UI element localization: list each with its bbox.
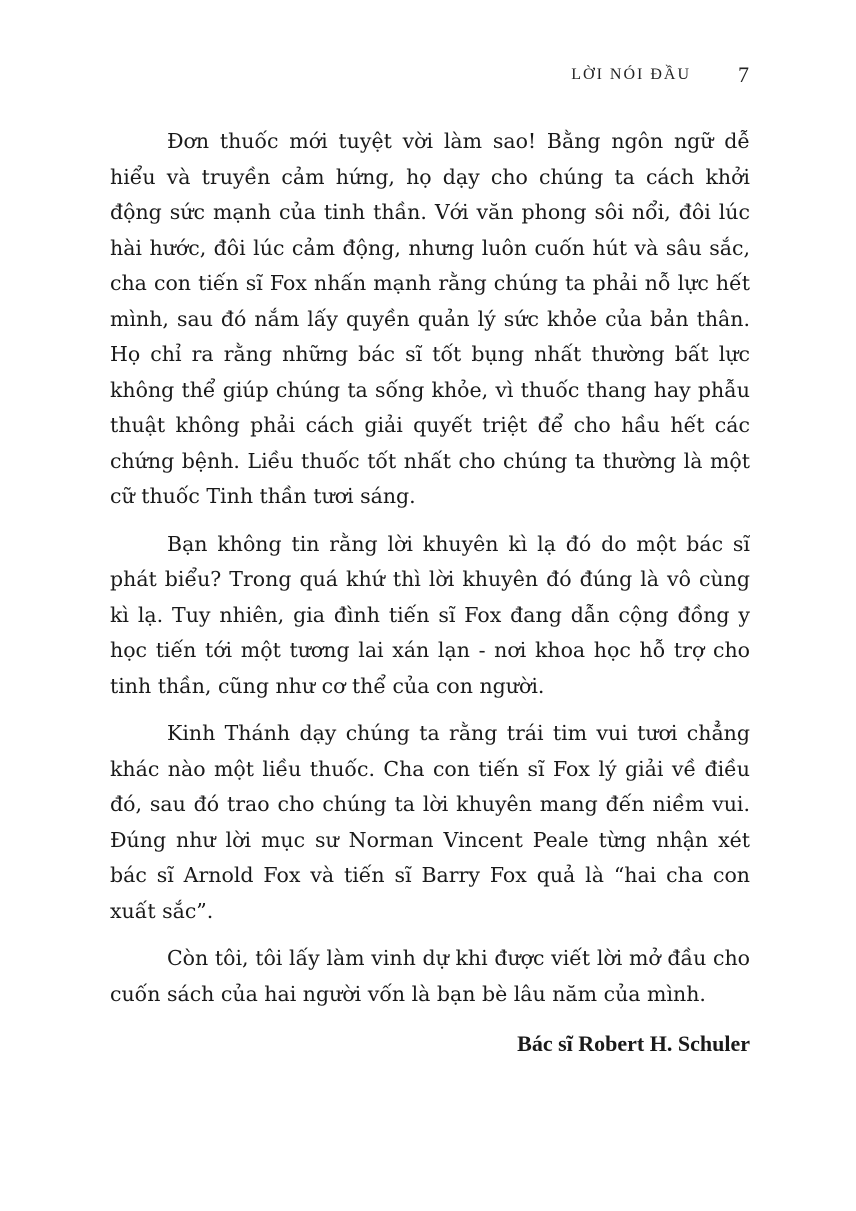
paragraph-2: Bạn không tin rằng lời khuyên kì lạ đó do một bác sĩ phát biểu? Trong quá khứ thì lời khuyên đó đúng là vô cùng kì lạ. Tuy nhiên, gia đình tiến sĩ Fox đang dẫn cộng đồng y học tiến tới một tương lai xán lạn - nơi khoa học hỗ trợ cho tinh thần, cũng như cơ thể của con người. — [110, 531, 750, 698]
chapter-title: LỜI NÓI ĐẦU — [571, 66, 691, 83]
running-header — [0, 62, 856, 88]
paragraph-4: Còn tôi, tôi lấy làm vinh dự khi được viết lời mở đầu cho cuốn sách của hai người vốn là bạn bè lâu năm của mình. — [110, 946, 750, 1006]
paragraph-1: Đơn thuốc mới tuyệt vời làm sao! Bằng ngôn ngữ dễ hiểu và truyền cảm hứng, họ dạy cho chúng ta cách khởi động sức mạnh của tinh thần. Với văn phong sôi nổi, đôi lúc hài hước, đôi lúc cảm động, nhưng luôn cuốn hút và sâu sắc, cha con tiến sĩ Fox nhấn mạnh rằng chúng ta phải nỗ lực hết mình, sau đó nắm lấy quyền quản lý sức khỏe của bản thân. Họ chỉ ra rằng những bác sĩ tốt bụng nhất thường bất lực không thể giúp chúng ta sống khỏe, vì thuốc thang hay phẫu thuật không phải cách giải quyết triệt để cho hầu hết các chứng bệnh. Liều thuốc tốt nhất cho chúng ta thường là một cữ thuốc Tinh thần tươi sáng. — [110, 129, 750, 508]
author-signature: Bác sĩ Robert H. Schuler — [517, 1031, 750, 1056]
paragraph-3: Kinh Thánh dạy chúng ta rằng trái tim vui tươi chẳng khác nào một liều thuốc. Cha con tiến sĩ Fox lý giải về điều đó, sau đó trao cho chúng ta lời khuyên mang đến niềm vui. Đúng như lời mục sư Norman Vincent Peale từng nhận xét bác sĩ Arnold Fox và tiến sĩ Barry Fox quả là “hai cha con xuất sắc”. — [110, 721, 750, 923]
text-body — [110, 124, 750, 1062]
page-number: 7 — [738, 62, 749, 87]
